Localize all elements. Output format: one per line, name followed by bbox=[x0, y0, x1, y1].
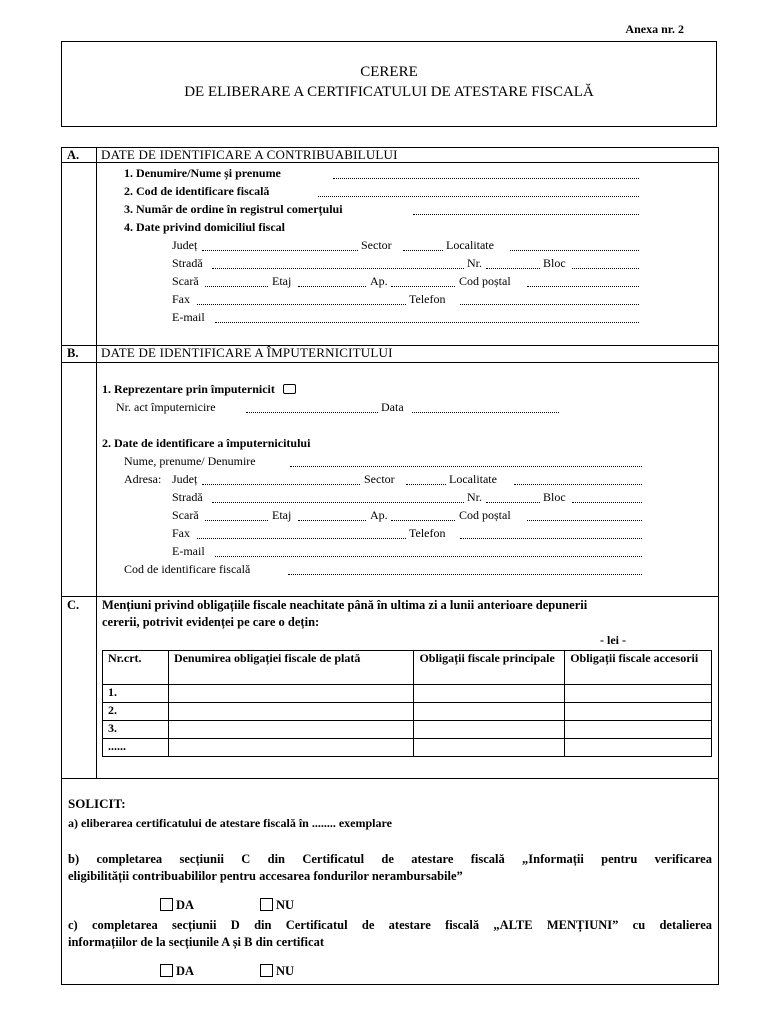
table-cell[interactable] bbox=[414, 739, 565, 757]
field-b-ap[interactable] bbox=[391, 520, 455, 521]
divider bbox=[62, 778, 718, 779]
field-etaj[interactable] bbox=[298, 286, 366, 287]
col-principale: Obligații fiscale principale bbox=[414, 651, 565, 685]
table-cell[interactable] bbox=[414, 685, 565, 703]
field-localitate[interactable] bbox=[510, 250, 639, 251]
table-cell[interactable] bbox=[168, 721, 414, 739]
field-cif[interactable] bbox=[318, 196, 639, 197]
form-subtitle: DE ELIBERARE A CERTIFICATULUI DE ATESTARE FISCALĂ bbox=[184, 84, 594, 100]
field-label-domiciliu: 4. Date privind domiciliul fiscal bbox=[124, 220, 286, 234]
field-label-cif: 2. Cod de identificare fiscală bbox=[124, 184, 270, 198]
table-cell[interactable] bbox=[168, 739, 414, 757]
solicit-a: a) eliberarea certificatului de atestare fiscală în ........ exemplare bbox=[68, 816, 392, 830]
field-sector[interactable] bbox=[403, 250, 443, 251]
table-cell[interactable] bbox=[565, 685, 712, 703]
checkbox-c-da[interactable] bbox=[160, 964, 173, 977]
table-row bbox=[103, 739, 712, 757]
title-box bbox=[61, 41, 717, 127]
field-scara[interactable] bbox=[205, 286, 268, 287]
table-cell[interactable] bbox=[168, 703, 414, 721]
label-b-nr: Nr. bbox=[467, 490, 482, 504]
option-c-da[interactable] bbox=[160, 964, 194, 979]
field-name[interactable] bbox=[333, 178, 639, 179]
solicit-b-line1: b) completarea secțiunii C din Certificatul de atestare fiscală „Informații pentru verificarea bbox=[68, 852, 712, 866]
label-judet: Județ bbox=[172, 238, 198, 252]
checkbox-b-da[interactable] bbox=[160, 898, 173, 911]
divider bbox=[62, 362, 718, 363]
field-b-fax[interactable] bbox=[197, 538, 406, 539]
label-sector: Sector bbox=[361, 238, 392, 252]
field-data[interactable] bbox=[412, 412, 559, 413]
section-c-title-2: cererii, potrivit evidenței pe care o dețin: bbox=[102, 615, 320, 629]
field-b-cod-postal[interactable] bbox=[527, 520, 642, 521]
label-b-localitate: Localitate bbox=[449, 472, 497, 486]
row-number: 2. bbox=[103, 703, 169, 721]
solicit-c-line1: c) completarea secțiunii D din Certificatul de atestare fiscală „ALTE MENȚIUNI” cu detalierea bbox=[68, 918, 712, 932]
field-b-judet[interactable] bbox=[202, 484, 360, 485]
solicit-c-line2: informațiilor de la secțiunile A și B din certificat bbox=[68, 935, 324, 949]
label-telefon: Telefon bbox=[409, 292, 446, 306]
field-nr-act[interactable] bbox=[246, 412, 378, 413]
field-b-strada[interactable] bbox=[212, 502, 464, 503]
field-b-etaj[interactable] bbox=[298, 520, 366, 521]
rep-label-text: 1. Reprezentare prin împuternicit bbox=[102, 382, 275, 396]
checkbox-b-nu[interactable] bbox=[260, 898, 273, 911]
row-number: 3. bbox=[103, 721, 169, 739]
label-data: Data bbox=[381, 400, 404, 414]
section-a-letter: A. bbox=[67, 148, 80, 162]
col-denumire: Denumirea obligației fiscale de plată bbox=[168, 651, 414, 685]
field-b-localitate[interactable] bbox=[514, 484, 642, 485]
table-cell[interactable] bbox=[168, 685, 414, 703]
field-b-telefon[interactable] bbox=[460, 538, 642, 539]
row-number: ...... bbox=[103, 739, 169, 757]
divider bbox=[62, 596, 718, 597]
section-c-letter: C. bbox=[67, 598, 80, 612]
label-b-cod-fiscal: Cod de identificare fiscală bbox=[124, 562, 251, 576]
label-fax: Fax bbox=[172, 292, 190, 306]
label-nr: Nr. bbox=[467, 256, 482, 270]
rep-label bbox=[102, 382, 296, 397]
field-b-nr[interactable] bbox=[486, 502, 540, 503]
field-bloc[interactable] bbox=[572, 268, 639, 269]
field-label-reg: 3. Număr de ordine în registrul comerțului bbox=[124, 202, 343, 216]
field-cod-postal[interactable] bbox=[527, 286, 639, 287]
table-cell[interactable] bbox=[565, 739, 712, 757]
field-b-email[interactable] bbox=[215, 556, 642, 557]
label-email: E-mail bbox=[172, 310, 205, 324]
label-strada: Stradă bbox=[172, 256, 203, 270]
section-a-title: DATE DE IDENTIFICARE A CONTRIBUABILULUI bbox=[101, 147, 398, 162]
checkbox-c-nu[interactable] bbox=[260, 964, 273, 977]
field-b-scara[interactable] bbox=[205, 520, 268, 521]
label-localitate: Localitate bbox=[446, 238, 494, 252]
field-nume[interactable] bbox=[290, 466, 642, 467]
table-header-row bbox=[103, 651, 712, 685]
label-etaj: Etaj bbox=[272, 274, 292, 288]
field-b-bloc[interactable] bbox=[572, 502, 642, 503]
label-nume: Nume, prenume/ Denumire bbox=[124, 454, 256, 468]
field-label-name: 1. Denumire/Nume și prenume bbox=[124, 166, 281, 180]
annex-label: Anexa nr. 2 bbox=[625, 22, 684, 36]
col-nr-crt: Nr.crt. bbox=[103, 651, 169, 685]
table-row bbox=[103, 721, 712, 739]
label-b-da: DA bbox=[176, 898, 195, 912]
field-nr[interactable] bbox=[486, 268, 540, 269]
label-c-nu: NU bbox=[276, 964, 295, 978]
label-b-telefon: Telefon bbox=[409, 526, 446, 540]
field-b-sector[interactable] bbox=[406, 484, 446, 485]
field-ap[interactable] bbox=[391, 286, 455, 287]
option-c-nu[interactable] bbox=[260, 964, 294, 979]
label-cod-postal: Cod poștal bbox=[459, 274, 511, 288]
label-bloc: Bloc bbox=[543, 256, 566, 270]
column-divider bbox=[96, 148, 97, 778]
unit-label: - lei - bbox=[600, 633, 626, 647]
table-cell[interactable] bbox=[414, 703, 565, 721]
label-b-ap: Ap. bbox=[370, 508, 388, 522]
label-b-cod-postal: Cod poștal bbox=[459, 508, 511, 522]
option-b-da[interactable] bbox=[160, 898, 194, 913]
table-cell[interactable] bbox=[565, 721, 712, 739]
rep-checkbox[interactable] bbox=[283, 384, 296, 394]
field-fax[interactable] bbox=[197, 304, 406, 305]
label-b-nu: NU bbox=[276, 898, 295, 912]
table-cell[interactable] bbox=[565, 703, 712, 721]
label-b-judet: Județ bbox=[172, 472, 198, 486]
table-cell[interactable] bbox=[414, 721, 565, 739]
table-row bbox=[103, 703, 712, 721]
label-ap: Ap. bbox=[370, 274, 388, 288]
label-b-email: E-mail bbox=[172, 544, 205, 558]
solicit-b-line2: eligibilității contribuabililor pentru accesarea fondurilor nerambursabile” bbox=[68, 869, 463, 883]
ident-label: 2. Date de identificare a împuternicitului bbox=[102, 436, 311, 450]
label-c-da: DA bbox=[176, 964, 195, 978]
section-b-letter: B. bbox=[67, 346, 79, 360]
option-b-nu[interactable] bbox=[260, 898, 294, 913]
label-adresa: Adresa: bbox=[124, 472, 162, 486]
label-b-bloc: Bloc bbox=[543, 490, 566, 504]
obligations-table bbox=[102, 650, 712, 757]
col-accesorii: Obligații fiscale accesorii bbox=[565, 651, 712, 685]
row-number: 1. bbox=[103, 685, 169, 703]
label-b-etaj: Etaj bbox=[272, 508, 292, 522]
label-b-strada: Stradă bbox=[172, 490, 203, 504]
form-title: CERERE bbox=[360, 64, 418, 80]
field-strada[interactable] bbox=[212, 268, 464, 269]
section-c-title-1: Mențiuni privind obligațiile fiscale neachitate până în ultima zi a lunii anterioare depunerii bbox=[102, 598, 588, 612]
field-email[interactable] bbox=[215, 322, 639, 323]
label-nr-act: Nr. act împuternicire bbox=[116, 400, 216, 414]
field-telefon[interactable] bbox=[460, 304, 639, 305]
label-scara: Scară bbox=[172, 274, 199, 288]
solicit-heading: SOLICIT: bbox=[68, 796, 126, 811]
label-b-sector: Sector bbox=[364, 472, 395, 486]
label-b-fax: Fax bbox=[172, 526, 190, 540]
field-judet[interactable] bbox=[202, 250, 358, 251]
table-row bbox=[103, 685, 712, 703]
field-b-cod-fiscal[interactable] bbox=[288, 574, 642, 575]
section-b-title: DATE DE IDENTIFICARE A ÎMPUTERNICITULUI bbox=[101, 345, 393, 360]
label-b-scara: Scară bbox=[172, 508, 199, 522]
field-reg-com[interactable] bbox=[413, 214, 639, 215]
